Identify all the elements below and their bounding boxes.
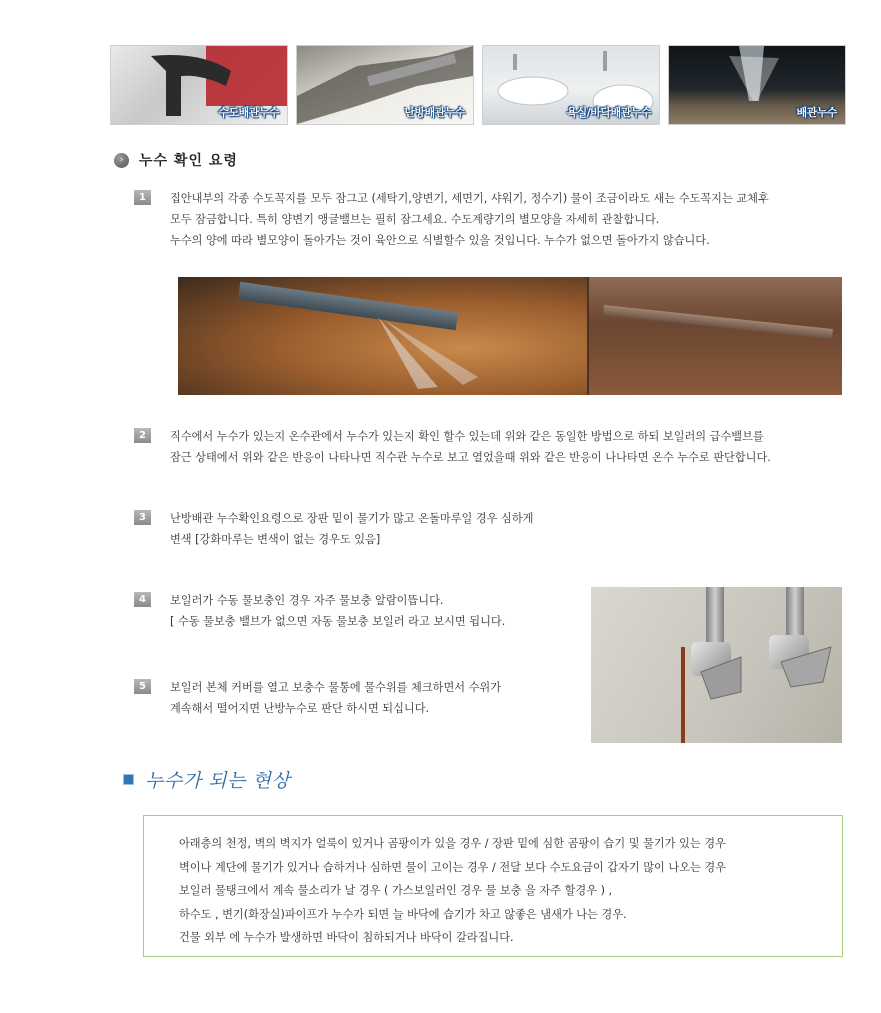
thumb-caption: 욕실/바닥배관누수: [566, 106, 651, 119]
step-text: [170, 590, 505, 632]
symptom-line: 보일러 물탱크에서 계속 물소리가 날 경우 ( 가스보일러인 경우 물 보충 을 자주 할경우 ) ,: [179, 884, 613, 897]
step-line: 계속해서 떨어지면 난방누수로 판단 하시면 되십니다.: [170, 702, 430, 715]
step-number-badge: 5: [134, 679, 151, 694]
step-line: [ 수동 물보충 밸브가 없으면 자동 물보충 보일러 라고 보시면 됩니다.: [170, 615, 506, 628]
section-title: 누수가 되는 현상: [145, 769, 291, 792]
step-text: [170, 188, 769, 251]
step-number-badge: 2: [134, 428, 151, 443]
square-bullet-icon: [123, 774, 134, 785]
step-line: 모두 잠금합니다. 특히 양변기 앵글밸브는 필히 잠그세요. 수도계량기의 별모양을 자세히 관찰합니다.: [170, 213, 660, 226]
symptom-line: 건물 외부 에 누수가 발생하면 바닥이 침하되거나 바닥이 갈라집니다.: [179, 931, 514, 944]
thumb-water-pipe-leak[interactable]: [110, 45, 288, 125]
step-line: 변색 [강화마루는 변색이 없는 경우도 있음]: [170, 533, 381, 546]
thumb-pipe-leak[interactable]: [668, 45, 846, 125]
step-line: 집안내부의 각종 수도꼭지를 모두 잠그고 (세탁기,양변기, 세면기, 샤워기, 정수기) 물이 조금이라도 새는 수도꼭지는 교체후: [170, 192, 769, 205]
leaking-pipe-photo: [178, 277, 842, 395]
symptom-line: 아래층의 천정, 벽의 벽지가 얼룩이 있거나 곰팡이가 있을 경우 / 장판 밑에 심한 곰팡이 습기 및 물기가 있는 경우: [179, 837, 726, 850]
section-leak-check-heading: [114, 151, 238, 169]
section-title: 누수 확인 요령: [139, 153, 238, 169]
thumb-caption: 난방배관누수: [404, 106, 465, 119]
symptom-line: 하수도 , 변기(화장실)파이프가 누수가 되면 늘 바닥에 습기가 차고 않좋은 냄새가 나는 경우.: [179, 907, 627, 921]
step-line: 직수에서 누수가 있는지 온수관에서 누수가 있는지 확인 할수 있는데 위와 같은 동일한 방법으로 하되 보일러의 급수밸브를: [170, 430, 764, 443]
category-thumbnails: [110, 45, 846, 125]
symptoms-box: [143, 815, 843, 957]
step-text: [170, 508, 533, 550]
thumb-caption: 배관누수: [796, 106, 837, 119]
thumb-caption: 수도배관누수: [218, 106, 279, 119]
circle-arrow-icon: ›: [114, 153, 129, 168]
step-number-badge: 4: [134, 592, 151, 607]
valve-handle-icon: [591, 587, 842, 743]
step-line: 잠근 상태에서 위와 같은 반응이 나타나면 직수관 누수로 보고 열었을때 위와 같은 반응이 나나타면 온수 누수로 판단합니다.: [170, 451, 771, 464]
step-number-badge: 1: [134, 190, 151, 205]
step-line: 누수의 양에 따라 별모양이 돌아가는 것이 육안으로 식별할수 있을 것입니다. 누수가 없으면 돌아가지 않습니다.: [170, 234, 710, 247]
step-text: [170, 426, 771, 468]
step-text: [170, 677, 501, 719]
symptom-line: 벽이나 계단에 물기가 있거나 습하거나 심하면 물이 고이는 경우 / 전달 보다 수도요금이 갑자기 많이 나오는 경우: [179, 860, 726, 874]
step-line: 보일러가 수동 물보충인 경우 자주 물보충 알람이뜹니다.: [170, 594, 444, 607]
step-line: 보일러 본체 커버를 열고 보충수 물통에 물수위를 체크하면서 수위가: [170, 681, 502, 694]
step-number-badge: 3: [134, 510, 151, 525]
thumb-heating-pipe-leak[interactable]: [296, 45, 474, 125]
thumb-bathroom-floor-pipe-leak[interactable]: [482, 45, 660, 125]
step-line: 난방배관 누수확인요령으로 장판 밑이 물기가 많고 온돌마루일 경우 심하게: [170, 512, 534, 525]
section-leak-symptoms-heading: [123, 766, 290, 792]
valve-photo: [591, 587, 842, 743]
water-spray-illustration: [178, 277, 842, 395]
